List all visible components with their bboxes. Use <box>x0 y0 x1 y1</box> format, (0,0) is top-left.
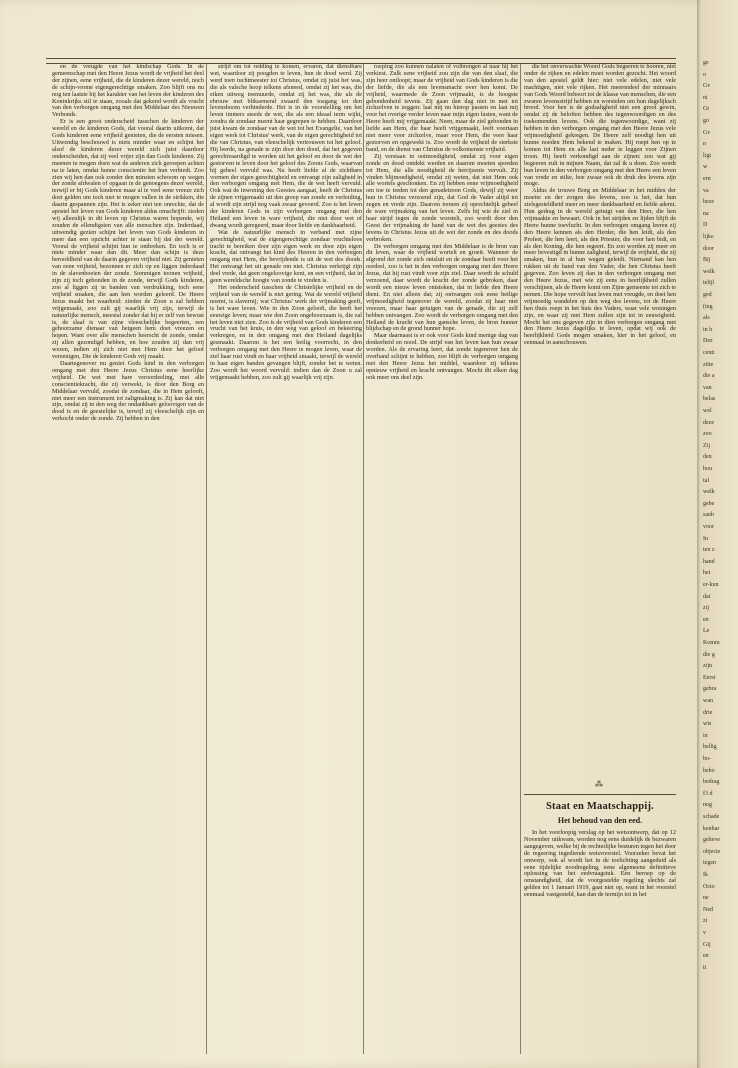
ornament-icon: ⁂ <box>595 780 605 789</box>
page-fragment-text: w <box>703 164 708 171</box>
page-fragment-text: Bij <box>703 257 711 264</box>
page-fragment-text: welk <box>703 489 715 496</box>
section-title: Staat en Maatschappij. <box>546 801 654 812</box>
page-fragment-text: Ik <box>703 872 708 878</box>
page-fragment-text: Dez <box>703 338 713 345</box>
page-fragment-text: in <box>703 732 708 739</box>
page-fragment-text: gebe <box>703 500 715 507</box>
page-fragment-text: als <box>703 315 710 322</box>
page-fragment-text: ge <box>703 60 709 66</box>
page-fragment-text: go <box>703 118 709 124</box>
page-fragment-text: gebra <box>703 686 717 693</box>
page-fragment-text: en <box>703 953 709 960</box>
page-fragment-text: Komm <box>703 640 720 646</box>
paragraph: strijd om tot redding te komen, ervaren, dat dienstbare wet, waardoor zij poogden te leven, hun de dood werd. Zij werd toen tuchtmeester tot Christus, omdat zij juist het was, die als valsche hoop telkens afsneed, omdat zij het was, die eiken uitweg toemuurde, omdat zij het was, die als de ebrouw met bliksemend zwaard den toegang tot den levensboom verhinderde. Het is in de voorstelling om het leven immers steeds de wet, die als een ideaal term wijkt, zoodra de zondaar meent haar gegrepen te hebben. Daardoor juist kwam de zondaar van de wet tot het Evangelie, van het eigen werk tot Christus' werk, van de eigen gerechtigheid tot die van Christus, van vleeschelijk vertrouwen tot het geloof. Hij leerde, na genade te zijn door den dood, dat het gegeven gerechtvaardigd te worden uit het geloof en door de wet der gestorven te leven door het geloof des Zoons Gods, waarvan hij geheel vervuld was. Nu heeft liefde al de zichtbare vormen der eigen gerechtigheid en ontvangt zijn zaligheid in den verborgen omgang met Hem, die de wet heeft vervuld. Ook wat de inwoning des Geestes aangaat, heeft de Christus de zijnen vrijgemaakt uit den greep van zonde en verleiding, al wordt zijn strijd nog vaak zwaar gevoerd. Zoo is het leven der kinderen Gods in zijn verborgen omgang met den Heiland een leven in ware vrijheid, die niet door wet of dwang wordt geregeerd, maar door liefde en dankbaarheid. <box>210 64 362 229</box>
column-3 <box>366 64 518 1064</box>
paragraph: Wat de natuurlijke mensch in verband met zijne gerechtigheid, wat de eigengerechtige zondaar vruchteloos tracht te bereiken door zijn eigen werk en door zijn eigen kracht, dat ontvangt het kind des Heeren in den verborgen omgang met Hem, die bevrijdende is uit de wet des doods. Het ontvangt het uit genade om niet. Christus verkrijgt zijn deel vrede, dat geen ongeloovige kent, en een vrijheid, dat in geen wereldsche hoogte van zonde te vinden is. <box>210 228 362 285</box>
page-fragment-text: tal <box>703 477 709 484</box>
paragraph: en de vreugde van het kindschap Gods. In de gemeenschap met den Heere Jezus wordt de vrijheid het deel der zijnen, eene vrijheid, die de kinderen dezer wereld, noch de schijn-vrome eigengerechtige smaken. Zoo blijft ons nu nog ten laatste bij het karakter van het leven der kinderen des Koninkrijks stil te staan, zooals dat gekend wordt als vrucht van den verborgen omgang met den Middelaar des Nieuwen Verbonds. <box>52 64 204 119</box>
page-fragment-text: van <box>703 384 712 391</box>
page-fragment-text: wis <box>703 721 712 728</box>
page-fragment-text: Gv <box>703 129 711 136</box>
page-fragment-text: na <box>703 210 709 217</box>
page-fragment-text: f3 d <box>703 790 713 797</box>
page-fragment-text: (ing <box>703 303 713 310</box>
page-fragment-text: In <box>703 535 708 542</box>
page-fragment-text: geheve <box>703 837 720 844</box>
page-fragment-text: zitte <box>703 361 714 368</box>
page-fragment-text: welk <box>703 268 715 275</box>
adjacent-page-fragment <box>701 0 738 1068</box>
page-fragment-text: centi <box>703 350 715 356</box>
page-fragment-text: Ned <box>703 906 713 913</box>
page-fragment-text: bedrag <box>703 779 720 786</box>
page-fragment-text: va <box>703 187 709 194</box>
section-rule <box>524 794 676 795</box>
page-fragment-text: deze <box>703 419 714 426</box>
page-fragment-text: dat <box>703 593 711 600</box>
page-fragment-text: telijl <box>703 280 714 287</box>
page-fragment-text: bo- <box>703 756 711 762</box>
column-1 <box>52 64 204 1064</box>
staat-en-maatschappij-section <box>524 780 676 1060</box>
page-fragment-text: n <box>703 141 706 148</box>
page-fragment-text: belas <box>703 396 716 403</box>
page-fragment-text: Gv <box>703 83 711 90</box>
page-fragment-text: het <box>703 570 711 577</box>
paragraph: Zij verstaan in ootmoedigheid, omdat zij voor eigen zonde en dood ontdekt werden en daarom moeten spoeden tot Hem, die alle noodigheid de herrijzenis vervult. Zij vinden blijmoedigheid, omdat zij weten, dat niet Hem ook alle wortels geschonken. En zij hebben eene vrijmoedigheid om toe te treden tot den genadetroon Gods, dewijl zij weer hun in Christus verzoend zijn, dat God de Vader altijd tot zegen en vrede zijn. Daarom toonen zij oprechtelijk geheel de ware vrijmaking van het leven. Zelfs bij wie de ziel in haar strijd tegen de zonde worstelt, zoo wordt door den Geest der vrijmaking de band van de wet des geestes des levens in Christus Jezus uit de wet der zonde en des doods verbroken. <box>366 152 518 243</box>
page-fragment-text: Gt <box>703 106 709 113</box>
page-fragment-text: kenbar <box>703 825 720 832</box>
column-divider <box>363 64 364 1054</box>
page-fragment-text: zoo <box>703 431 712 438</box>
page-fragment-text: v <box>703 930 706 936</box>
page-fragment-text: wel <box>703 408 712 414</box>
column-2 <box>210 64 362 1064</box>
page-fragment-text: ten z <box>703 547 715 554</box>
page-fragment-text: Octo <box>703 883 715 890</box>
page-fragment-text: nog <box>703 802 712 809</box>
page-fragment-text: den <box>703 454 712 461</box>
page-fragment-text: hand <box>703 558 715 565</box>
page-fragment-text: voor <box>703 524 714 530</box>
column-divider <box>206 64 207 1054</box>
article-title: Het behoud van den eed. <box>557 816 643 825</box>
page-fragment-text: er-kun <box>703 582 719 588</box>
paragraph: Daartegenover nu geniet Gods kind in den verborgen omgang met den Heere Jezus Christus eene heerlijke vrijheid. De wet met hare veroordeeling, met alle conscientiekracht, die zij verwekt, is door den Borg en Middelaar vervuld, zoodat de zondaar, die in Hem gelooft, niet meer een instrument tot zaligmaking is. Zij kan dat niet zijn, omdat zij in den weg der ondankbare geloovigen van de dood is en de geestelijke is, terwijl zij vleeschelijk zijn en verkocht onder de zonde. Zij hebben in den <box>52 359 204 423</box>
paragraph: Aldus de trouwe Borg en Middelaar in het midden der moeite en der zorgen des levens, zoo is het, dat hun zielsgesteldheid meer en meer dankbaarheid en liefde ademt. Hun gedrag in de wereld getuigt van den Heer, die hen vrijmaakte en bewaart. Ook in het strijden en lijden blijft de Heere hunne toevlucht. In den verborgen omgang leeren zij den Heere kennen als den Herder, die hen leidt, als den Profeet, die hen leert, als den Priester, die voor hen bidt, en als den Koning, die hen regeert. En zoo worden zij meer en meer bevestigd in hunne zaligheid, terwijl de vrijheid, die zij smaken, hun in al hun wegen geleidt. Niemand kan hen rukken uit de hand van den Vader, die hen Christus heeft gegeven. Zoo leven zij dan in den verborgen omgang met den Heere Jezus, met wie zij eens in heerlijkheid zullen verschijnen, als de Heere komt om Zijne gemeente tot zich te nemen. Die hope vervult hun leven met vreugde, en doet hen vrijmoedig wandelen op den weg des levens, tot de Heere hen thuis roept in het huis des Vaders, waar vele woningen zijn, en waar zij met Hem zullen zijn tot in eeuwigheid. Mocht het ons gegeven zijn in dien verborgen omgang met den Heere Jezus dagelijks te leven, opdat wij ook de heerlijkheid Gods mogen smaken, hier in het geloof, en eenmaal in aanschouwen. <box>524 187 676 347</box>
page-fragment-text: sanh <box>703 512 714 519</box>
page-fragment-text: o <box>703 71 706 78</box>
paragraph: Maar daarnaast is er ook voor Gods kind menige dag van donkerheid en nood. De strijd van het leven kan hun zwaar worden. Als de ervaring leert, dat zonde tegenover hen de overhand schijnt te hebben, zoo blijft de verborgen omgang met den Heere Jezus het middel, waardoor zij telkens opnieuw vrijheid en kracht ontvangen. Mocht dit elken dag ook meer ons deel zijn. <box>366 332 518 381</box>
page-fragment-text: lijke <box>703 234 714 240</box>
paragraph: die het onverwachte Woord Gods begeeren te hooren, niet onder de rijken en edelen moet worden gezocht. Het woord van den apostel geldt hier: niet vele edelen, niet vele machtigen, niet vele rijken. Het meerendeel der minnaars van Gods Woord behoort tot de klasse van menschen, die een zwaren levensstrijd hebben en worstelen om hun dagelijksch brood. Voor hen is de godsaligheid niet een groot gewin, omdat zij de beloften hebben des tegenwoordigen en des toekomenden levens. Ook die tegenwoordige, want zij hebben in den verborgen omgang met den Heere Jezus vele vrijmoedigheid gekregen. De Heere zelf noodigt hen uit hunne noeden Hem bekend te maken. Hij roept hen op te komen tot Hem en alle last neder te leggen voor Zijnen troon. Hij heeft verkondigd aan de zijnen: zoo wat gij begeeren zult in mijnen Naam, dat zal ik u doen. Zoo wordt hun leven in den verborgen omgang met den Heere een leven van vrede en stilte, hoe zwaar ook de druk des levens zijn moge. <box>524 64 676 188</box>
page-fragment-text: objecte <box>703 848 721 855</box>
page-fragment-text: Gij <box>703 941 711 948</box>
article-body: In het voorloopig verslag op het wetsontwerp, dat op 12 November uitkwam, worden nog eens duidelijk de bezwaren aangegeven, welke bij de rechterlijke besturen tegen het door de regeering ingediende wetsvoorstel. Voorzeker bevat het ontwerp, ook al wordt het in de toelichting aangeduid als eene tijdelijke noodregeling, eene algemeene definitieve oplossing van het eedvraagstuk. Een beroep op de omstandigheid, dat de voorgestelde regeling slechts zal gelden tot 1 Januari 1919, gaat niet op, want in het voorstel eenmaal vastgesteld, kan dan de termijn tot in het <box>524 829 676 899</box>
page-fragment-text: ti <box>703 964 707 971</box>
paragraph: De verborgen omgang met den Middelaar is de bron van dit leven, waar de vrijheid wortelt en groeit. Wanneer de afgrond der zonde zich ontsluit en de zondaar beeft voor het oordeel, zoo is het in den verborgen omgang met den Heere Jezus, dat hij rust vindt voor zijn ziel. Daar wordt de schuld verzoend, daar wordt de kracht der zonde gebroken, daar wordt een nieuw leven ontstoken, dat in liefde den Heere dient. En niet alleen dat; zij ontvangen ook eene heilige vrijmoedigheid tegenover de wereld, zoodat zij haar niet vreezen, maar haar getuigen van de genade, die zij zelf hebben ontvangen. Zoo wordt de verborgen omgang met den Heiland de kracht van hun gansche leven, de bron hunner blijdschap en de grond hunner hope. <box>366 242 518 333</box>
page-fragment-text: wan <box>703 698 713 704</box>
page-fragment-text: die g <box>703 651 715 658</box>
column-divider <box>520 64 521 1054</box>
page-fragment-text: in h <box>703 326 713 333</box>
page-fragment-text: drie <box>703 709 713 716</box>
paragraph: Er is een groot onderscheid tusschen de kinderen der wereld en de kinderen Gods, dat vooral daarin uitkomt, dat Gods kinderen eene vrijheid genieten, die de eersten missen. Uitwendig beschouwd is niets minder waar en schijnt het alsof de kinderen dezer wereld zich juist daardoor onderscheiden, dat zij veel vrijer zijn dan Gods kinderen. Zij meenen te mogen doen wat de anderen zich geroepen achten na te laten, omdat hunne conscientie het hun verbiedt. Zoo zien wij hen dan ook zonder den minsten schroom op wegen der zonde afdwalen of opgaan in de genoegens dezer wereld, terwijl er bij Gods kinderen maar al te veel eene vreeze zich doet gelden om toch niet te mogen vallen in de strikken, die daarin gespannen zijn. Het is zeker niet ten onrechte, dat de apostel het leven van Gods kinderen aldus omschrijft: zieden wij alleenlijk in dit leven op Christus waren hopende, wij zouden de ellendigsten van alle menschen zijn. Inderdaad, uitwendig gezien schijnt het leven van Gods kinderen in meer dan een opzicht achter te staan bij dat der wereld. Vooral de vrijheid schijnt hun te ontbreken. En toch is er niets minder waar dan dit. Meer dan schijn is deze beroofdheid van de daarin gegeven vrijheid niet. Zij genieten van eene vrijheid, bezonnen er zich op en liggen inderdaad in de slavenboeien der zonde. Sommigen toonen vrijheid, zijn zij toch gebonden in de zonde, terwijl Gods kinderen, zoo al liggen zij in banden van verdrukking, toch eene vrijheid smaken, die aan hen worden geleerd. De Heere Jezus maakt het waarheid: zinden de Zoon u zal hebben vrijgemaakt, zoo zult gij waarlijk vrij zijn, terwijl de natuurlijke mensch, meestal zonder dat hij er zelf van bewust is, de slaaf is van zijne vleeschelijke begeerten, een gehoorzame dienaar van hetgeen hem doet vreezen en hopen. Want over alle menschen heerscht de zonde, omdat zij allen gezondigd hebben, en hoe zouden zij dan vrij wezen, indien zij zich niet met Hem door het geloof vereenigen, Die de kinderen Gods vrij maakt. <box>52 118 204 361</box>
page-fragment-text: en <box>703 616 709 623</box>
page-fragment-text: die a <box>703 373 715 380</box>
paragraph: Het onderscheid tusschen de Christelijke vrijheid en de vrijheid van de wereld is niet gering. Wat de wereld vrijheid noemt, is slavernij; wat Christus' werk der vrijmaking geeft, is het ware leven. Wie in den Zoon gelooft, die heeft het eeuwige leven; maar wie den Zoon ongehoorzaam is, die zal het leven niet zien. Zoo is de vrijheid van Gods kinderen een vrucht van het kruis, in den weg van geloof en bekeering verkregen, en in den omgang met den Heiland dagelijks gesmaakt. Daarom is het een heilig voorrecht, in den verborgen omgang met den Heere te mogen leven, waar de ziel haar rust vindt en haar vrijheid smaakt, terwijl de wereld in haar eigen banden gevangen blijft, zonder het te weten. Zoo wordt het woord vervuld: indien dan de Zoon u zal vrijgemaakt hebben, zoo zult gij waarlijk vrij zijn. <box>210 284 362 381</box>
page-fragment-text: ligt <box>703 152 712 159</box>
page-fragment-text: hou <box>703 466 712 472</box>
page-fragment-text: zi <box>703 918 708 925</box>
page-fragment-text: beze <box>703 199 714 206</box>
page-fragment-text: Eerst <box>703 674 716 681</box>
page-fragment-text: tegen <box>703 860 716 867</box>
page-fragment-text: D <box>703 222 708 229</box>
page-fragment-text: ne <box>703 895 709 902</box>
page-fragment-text: bellig <box>703 744 717 751</box>
page-fragment-text: Le <box>703 628 710 635</box>
paragraph: roeping zoo kunnen nalaten of volbrengen al naar hij het verkiest. Zulk eene vrijheid zou zijn die van den slaaf, die zijn heer ontloopt; maar de vrijheid van Gods kinderen is die der liefde, die als een levensmacht over hen komt. De vrijheid, waarmede de Zoon vrijmaakt, is de hoogste gebondenheid tevens. Zij gaan dan dag niet in met tot zichzelven te zeggen: laat mij nu hierop passen en laat mij voor het overige verder leven naar mijn eigen lusten, want de Heere heeft mij vrijgemaakt. Neen, maar de ziel gebonden in liefde aan Hem, die haar heeft vrijgemaakt, leeft voortaan niet meer voor zichzelve, maar voor Hem, die voor haar gestorven en opgewekt is. Zoo wordt de vrijheid de sterkste band, en de dienst van Christus de volkomenste vrijheid. <box>366 64 518 153</box>
page-fragment-text: schade <box>703 814 720 820</box>
page-fragment-text: beho <box>703 767 715 774</box>
page-fragment-text: zijn <box>703 663 712 670</box>
page-fragment-text: Zij <box>703 442 710 449</box>
page-fragment-text: ni <box>703 94 708 101</box>
column-4 <box>524 64 676 764</box>
page-fragment-text: ern <box>703 176 711 182</box>
page-fragment-text: door <box>703 245 714 252</box>
page-fragment-text: ged <box>703 292 712 298</box>
page-fragment-text: zij <box>703 605 709 612</box>
